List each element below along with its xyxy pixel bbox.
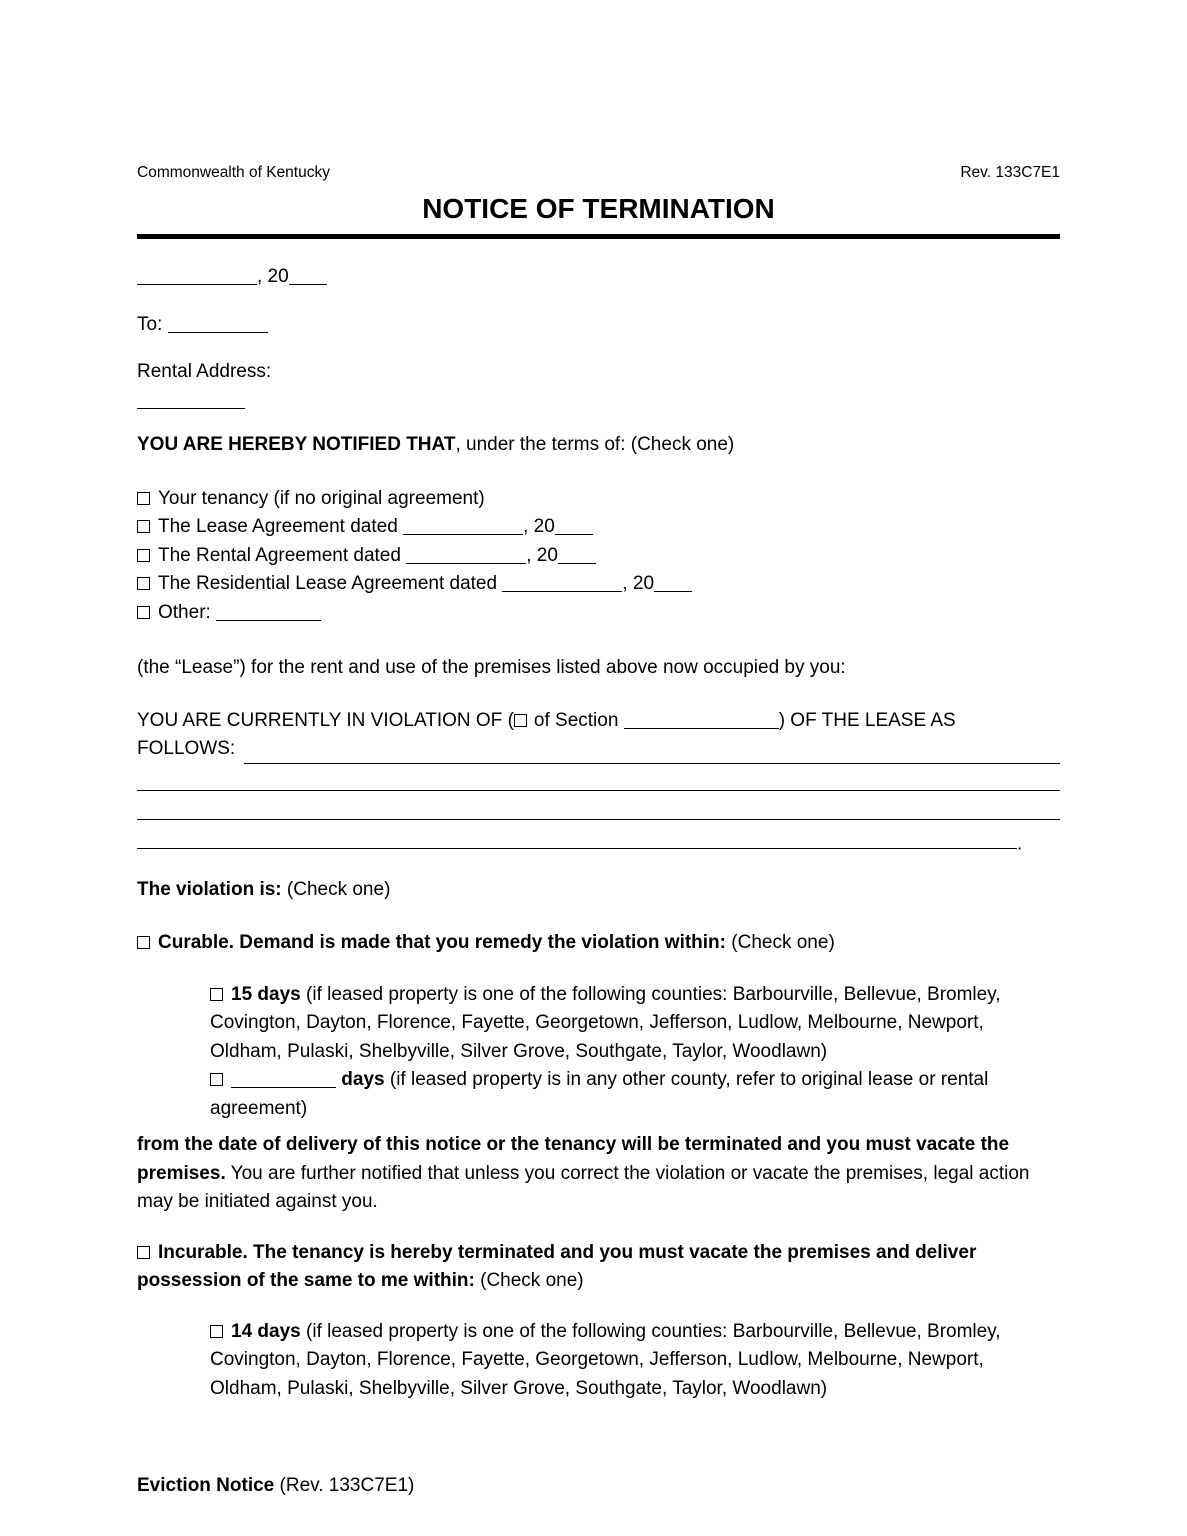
checkbox-curable[interactable] [137,936,150,949]
terminal-period: . [1017,833,1023,854]
violation-line-2 [137,735,1060,764]
option-15-rest: (if leased property is one of the following counties: Barbourville, Bellevue, Bromley, Covington, Dayton, Florence, Fayette, Georgetown, Jefferson, Ludlow, Melbourne, Newport, Oldham, Pulaski, Shelbyville, Silver Grove, Southgate, Taylor, Woodlawn) [210,983,1001,1062]
footer-title: Eviction Notice [137,1475,275,1496]
consequence-bold: from the date of delivery of this notice or the tenancy will be terminated and you must vacate the premises. [137,1134,1010,1184]
violation-detail-blank[interactable] [244,741,1060,764]
curable-option-other-days [210,1066,1060,1123]
option-row [137,542,1060,571]
violation-text-end: ) OF THE LEASE AS [778,709,956,731]
option-row [137,485,1060,514]
curable-heading-bold: Curable. Demand is made that you remedy the violation within: [158,932,726,953]
option-blank-rest: (if leased property is in any other county, refer to original lease or rental agreement) [210,1069,989,1119]
checkbox-your-tenancy[interactable] [137,492,150,505]
checkbox-incurable[interactable] [137,1246,150,1259]
curable-options [137,981,1060,1124]
incurable-heading-bold: Incurable. The tenancy is hereby terminated and you must vacate the premises and deliver possession of the same to me within: [137,1241,977,1291]
checkbox-of-section[interactable] [514,714,527,727]
curable-option-15-days [210,981,1060,1067]
title-divider [137,234,1060,239]
curable-heading [137,929,1060,958]
lease-date-blank[interactable] [403,530,523,535]
option-row [137,570,1060,599]
residential-year-blank[interactable] [654,587,692,592]
option-label: Your tenancy (if no original agreement) [158,487,485,509]
date-year-blank[interactable] [289,280,327,285]
checkbox-residential-lease-agreement[interactable] [137,577,150,590]
option-label: The Lease Agreement dated [158,516,398,537]
document-title: NOTICE OF TERMINATION [422,193,775,224]
checkbox-other[interactable] [137,606,150,619]
footer-revision: (Rev. 133C7E1) [279,1475,415,1496]
option-row [137,513,1060,542]
option-year-prefix: , 20 [523,516,555,537]
consequence-rest: You are further notified that unless you correct the violation or vacate the premises, legal action may be initiated against you. [137,1162,1030,1212]
option-14-bold: 14 days [231,1320,301,1342]
rental-date-blank[interactable] [406,559,526,564]
consequence-paragraph [137,1131,1060,1217]
notified-heading [137,431,1060,460]
to-blank[interactable] [168,328,268,333]
other-days-blank[interactable] [231,1083,336,1088]
violation-text-mid: of Section [533,709,619,731]
violation-is-heading [137,876,1060,905]
to-line [137,311,1060,340]
curable-heading-rest: (Check one) [731,932,835,953]
rental-address-blank-line [137,387,1060,416]
option-label: Other: [158,601,211,623]
header-row [137,163,1060,183]
checkbox-15-days[interactable] [210,988,223,1001]
incurable-heading [137,1239,1060,1296]
option-blank-bold: days [341,1069,385,1090]
option-year-prefix: , 20 [622,573,655,594]
agreement-options [137,485,1060,628]
option-label: The Residential Lease Agreement dated [158,573,498,594]
revision-label: Rev. 133C7E1 [960,164,1060,181]
checkbox-rental-agreement[interactable] [137,549,150,562]
violation-is-rest: (Check one) [286,878,391,900]
violation-is-bold: The violation is: [137,878,282,900]
lease-year-blank[interactable] [555,530,593,535]
rental-year-blank[interactable] [558,559,596,564]
violation-detail-line[interactable] [137,822,1017,850]
notified-heading-bold: YOU ARE HEREBY NOTIFIED THAT [137,434,456,455]
violation-detail-last-line [137,822,1060,859]
jurisdiction-label: Commonwealth of Kentucky [137,164,330,181]
incurable-heading-rest: (Check one) [480,1270,584,1291]
option-14-rest: (if leased property is one of the following counties: Barbourville, Bellevue, Bromley, Covington, Dayton, Florence, Fayette, Georgetown, Jefferson, Ludlow, Melbourne, Newport, Oldham, Pulaski, Shelbyville, Silver Grove, Southgate, Taylor, Woodlawn) [210,1320,1001,1399]
option-15-bold: 15 days [231,983,301,1005]
checkbox-lease-agreement[interactable] [137,520,150,533]
notified-heading-rest: , under the terms of: (Check one) [455,434,735,455]
date-blank[interactable] [137,280,257,285]
to-label: To: [137,313,163,335]
violation-detail-line[interactable] [137,764,1060,792]
lease-clause: (the “Lease”) for the rent and use of the premises listed above now occupied by you: [137,657,846,678]
document-footer [137,1474,414,1498]
date-line [137,263,1060,292]
violation-section [137,707,1060,859]
violation-line-1 [137,707,1060,736]
rental-address-label: Rental Address: [137,361,272,382]
option-year-prefix: , 20 [526,544,558,566]
option-row [137,599,1060,628]
incurable-option-14-days [210,1318,1060,1404]
option-label: The Rental Agreement dated [158,544,401,566]
rental-address-blank[interactable] [137,404,245,409]
follows-label: FOLLOWS: [137,738,236,759]
incurable-options [137,1318,1060,1404]
date-year-prefix: , 20 [257,266,289,287]
violation-text-start: YOU ARE CURRENTLY IN VIOLATION OF ( [137,709,514,731]
rental-address-label-line [137,358,1060,387]
checkbox-14-days[interactable] [210,1325,223,1338]
residential-date-blank[interactable] [502,587,622,592]
section-number-blank[interactable] [624,724,779,729]
violation-detail-line[interactable] [137,793,1060,821]
checkbox-other-days[interactable] [210,1073,223,1086]
other-blank[interactable] [216,616,321,621]
